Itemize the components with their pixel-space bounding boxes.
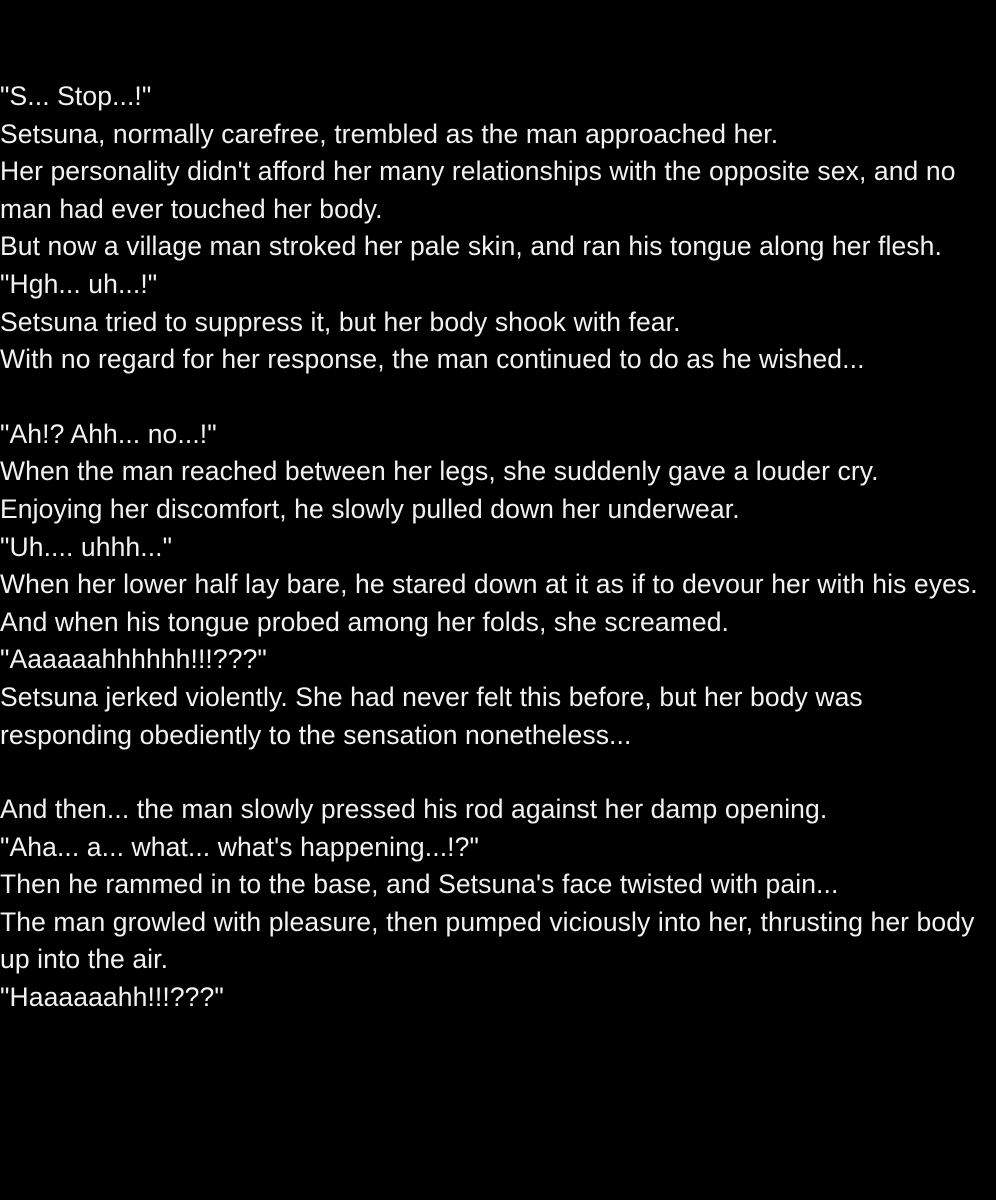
text-line: Setsuna tried to suppress it, but her body shook with fear. [0, 306, 681, 337]
paragraph-2 [0, 416, 986, 754]
text-line: When the man reached between her legs, she suddenly gave a louder cry. [0, 456, 879, 487]
text-line: "Haaaaaahh!!!???" [0, 982, 224, 1013]
paragraph-1 [0, 78, 986, 379]
text-line: "Aaaaaahhhhhh!!!???" [0, 644, 267, 675]
text-line: When her lower half lay bare, he stared down at it as if to devour her with his eyes. [0, 569, 978, 600]
text-line: Setsuna, normally carefree, trembled as the man approached her. [0, 118, 779, 149]
text-line: Then he rammed in to the base, and Setsuna's face twisted with pain... [0, 869, 839, 900]
text-line: And when his tongue probed among her folds, she screamed. [0, 606, 730, 637]
text-line: "Uh.... uhhh..." [0, 531, 173, 562]
text-line: "Ah!? Ahh... no...!" [0, 418, 217, 449]
text-line: The man growled with pleasure, then pumped viciously into her, thrusting her body up into the air. [0, 906, 975, 975]
text-line: Setsuna jerked violently. She had never felt this before, but her body was responding obediently to the sensation nonetheless... [0, 681, 863, 750]
text-line: With no regard for her response, the man continued to do as he wished... [0, 344, 865, 375]
story-text-block [0, 78, 996, 1017]
text-line: "Aha... a... what... what's happening...!?" [0, 831, 479, 862]
text-line: But now a village man stroked her pale skin, and ran his tongue along her flesh. [0, 231, 942, 262]
paragraph-3 [0, 791, 986, 1017]
text-line: "S... Stop...!" [0, 81, 152, 111]
text-line: Her personality didn't afford her many relationships with the opposite sex, and no man had ever touched her body. [0, 156, 956, 224]
text-line: "Hgh... uh...!" [0, 268, 158, 299]
text-line: And then... the man slowly pressed his rod against her damp opening. [0, 794, 828, 825]
text-line: Enjoying her discomfort, he slowly pulled down her underwear. [0, 493, 740, 524]
